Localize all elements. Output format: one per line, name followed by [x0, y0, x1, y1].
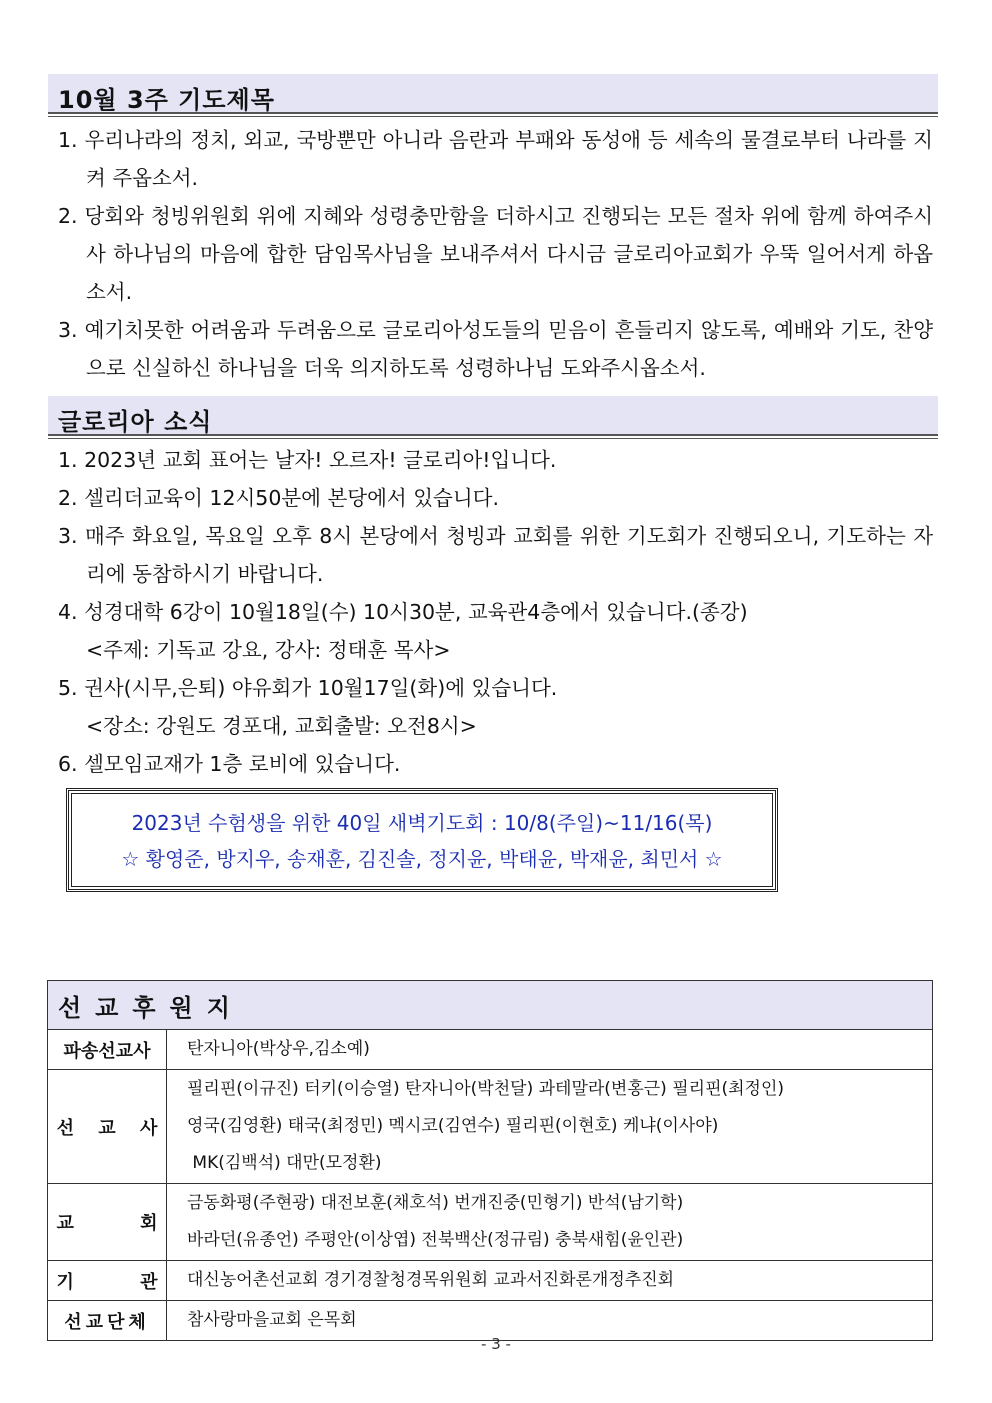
prayer-section-header: [48, 74, 938, 114]
mission-values: [167, 1261, 933, 1301]
news-item-text: 2. 셀리더교육이 12시50분에 본당에서 있습니다.: [58, 486, 499, 510]
mission-category: 기 관: [48, 1261, 167, 1301]
mission-category: 파송선교사: [48, 1030, 167, 1070]
mission-value-line: 탄자니아(박상우,김소예): [187, 1039, 370, 1059]
news-item: [58, 479, 933, 517]
news-item-text: 3. 매주 화요일, 목요일 오후 8시 본당에서 청빙과 교회를 위한 기도회가 진행되오니, 기도하는 자리에 동참하시기 바랍니다.: [58, 524, 933, 586]
prayer-item: 2. 당회와 청빙위원회 위에 지혜와 성령충만함을 더하시고 진행되는 모든 절차 위에 함께 하여주시사 하나님의 마음에 합한 담임목사님을 보내주셔서 다시금 글로리아교회가 우뚝 일어서게 하옵소서.: [58, 204, 933, 304]
prayer-section-title: 10월 3주 기도제목: [58, 86, 275, 114]
news-item-text: 5. 권사(시무,은퇴) 야유회가 10월17일(화)에 있습니다.: [58, 676, 558, 700]
news-item-text: 6. 셀모임교재가 1층 로비에 있습니다.: [58, 752, 401, 776]
mission-values: [167, 1030, 933, 1070]
mission-table-title: 선교후원지: [48, 981, 933, 1030]
prayer-item: 3. 예기치못한 어려움과 두려움으로 글로리아성도들의 믿음이 흔들리지 않도록, 예배와 기도, 찬양으로 신실하신 하나님을 더욱 의지하도록 성령하나님 도와주시옵소서.: [58, 318, 933, 380]
news-item-text: 1. 2023년 교회 표어는 날자! 오르자! 글로리아!입니다.: [58, 448, 557, 472]
mission-row: [48, 1030, 933, 1070]
mission-category: 선교단체: [48, 1301, 167, 1341]
mission-value-line: MK(김백석) 대만(모정환): [187, 1153, 382, 1173]
prayer-item: 1. 우리나라의 정치, 외교, 국방뿐만 아니라 음란과 부패와 동성애 등 세속의 물결로부터 나라를 지켜 주옵소서.: [58, 128, 933, 190]
mission-value-line: 대신농어촌선교회 경기경찰청경목위원회 교과서진화론개정추진회: [187, 1270, 675, 1290]
mission-category: 교 회: [48, 1184, 167, 1261]
news-item-subtext: <장소: 강원도 경포대, 교회출발: 오전8시>: [86, 714, 477, 738]
notice-line-2: ☆ 황영준, 방지우, 송재훈, 김진솔, 정지윤, 박태윤, 박재윤, 최민서 ☆: [121, 847, 723, 871]
mission-row: [48, 1070, 933, 1184]
news-item: [58, 745, 933, 783]
news-item-subtext: <주제: 기독교 강요, 강사: 정태훈 목사>: [86, 638, 451, 662]
mission-value-line: 참사랑마을교회 은목회: [187, 1310, 357, 1330]
news-item: [58, 441, 933, 479]
mission-values: [167, 1070, 933, 1184]
news-section-header: [48, 396, 938, 436]
news-section-title: 글로리아 소식: [58, 408, 213, 436]
news-item-text: 4. 성경대학 6강이 10월18일(수) 10시30분, 교육관4층에서 있습니다.(종강): [58, 600, 748, 624]
mission-value-line: 금동화평(주현광) 대전보훈(채호석) 번개진중(민형기) 반석(남기학): [187, 1193, 684, 1213]
mission-category: 선 교 사: [48, 1070, 167, 1184]
mission-value-line: 필리핀(이규진) 터키(이승열) 탄자니아(박천달) 과테말라(변홍근) 필리핀(최정인): [187, 1079, 785, 1099]
news-item: [58, 593, 933, 669]
mission-values: [167, 1184, 933, 1261]
dawn-prayer-notice-box: [66, 788, 778, 892]
notice-line-1: 2023년 수험생을 위한 40일 새벽기도회 : 10/8(주일)~11/16(목): [131, 811, 713, 835]
prayer-list: [58, 121, 933, 387]
news-list: [58, 441, 933, 783]
news-item: [58, 517, 933, 593]
mission-support-table: [47, 980, 933, 1341]
news-item: [58, 669, 933, 745]
mission-value-line: 바라던(유종언) 주평안(이상엽) 전북백산(정규림) 충북새힘(윤인관): [187, 1230, 684, 1250]
mission-row: [48, 1184, 933, 1261]
page-number: - 3 -: [481, 1335, 511, 1353]
mission-row: [48, 1261, 933, 1301]
mission-table-header-row: [48, 981, 933, 1030]
mission-value-line: 영국(김영환) 태국(최정민) 멕시코(김연수) 필리핀(이현호) 케냐(이사야): [187, 1116, 719, 1136]
